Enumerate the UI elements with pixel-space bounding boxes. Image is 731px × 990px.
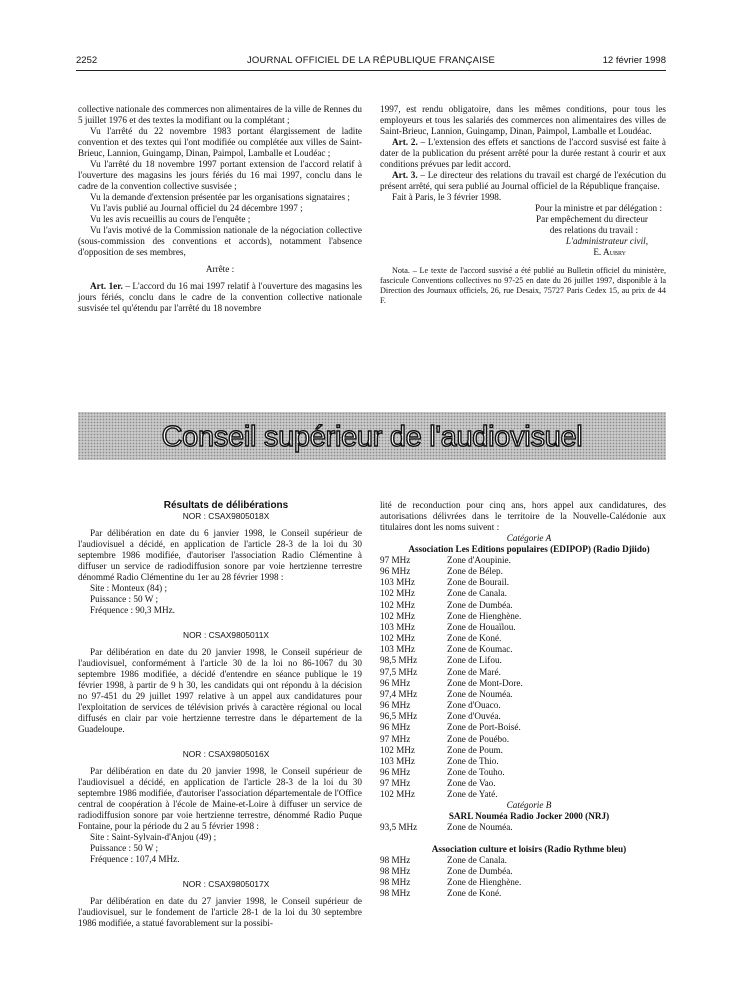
issue-date: 12 février 1998 [602,55,666,66]
zone-name: Zone de Lifou. [447,655,502,666]
article-label: Art. 1er. [90,281,123,291]
paragraph: Vu les avis recueillis au cours de l'enquête ; [90,214,251,224]
frequency-value: 98 MHz [380,888,411,899]
zone-name: Zone de Maré. [447,666,501,677]
nor-reference: NOR : CSAX9805018X [182,511,270,521]
zone-name: Zone de Bélep. [447,566,503,577]
frequency-row [380,866,666,877]
frequency: Fréquence : 107,4 MHz. [90,854,180,864]
zone-name: Zone de Hienghène. [447,876,522,887]
nor-reference: NOR : CSAX9805017X [182,879,270,889]
paragraph: Vu l'arrêté du 18 novembre 1997 portant extension de l'accord relatif à l'ouverture des magasins les jours fériés du 16 mai 1997, conclu dans le cadre de la convention collective susvisée ; [78,159,362,191]
signature-line: Pour la ministre et par délégation : [534,203,662,213]
paragraph: Vu la demande d'extension présentée par les organisations signataires ; [90,192,350,202]
zone-name: Zone de Houaïlou. [447,621,516,632]
nota: Nota. – Le texte de l'accord susvisé a été publié au Bulletin officiel du ministère, fascicule Conventions collectives no 97-25 en date du 26 juillet 1997, disponible à la Direction des Journaux officiels, 26, rue Desaix, 75727 Paris Cedex 15, au prix de 44 F. [380,266,666,305]
section-title: Résultats de délibérations [163,500,289,511]
frequency-list [380,855,666,900]
paragraph: lité de reconduction pour cinq ans, hors appel aux candidatures, des autorisations délivrées dans le territoire de la Nouvelle-Calédonie aux titulaires dont les noms suivent : [380,500,666,532]
article-2 [380,137,666,170]
article-label: Art. 3. [392,170,418,180]
zone-name: Zone de Thio. [447,755,499,766]
frequency-row [380,722,666,733]
article-3 [380,170,666,192]
frequency-value: 98 MHz [380,876,411,887]
header-rule [76,70,666,71]
frequency-row [380,700,666,711]
deliberation: Par délibération en date du 20 janvier 1998, le Conseil supérieur de l'audiovisuel, conformément à l'article 30 de la loi no 86-1067 du 30 septembre 1986 modifiée, a décidé d'entendre en séance publique le 19 février 1998, à partir de 9 h 30, les candidats qui ont répondu à la décision no 97-451 du 29 juillet 1997 relative à un appel aux candidatures pour l'exploitation de services de télévision privés à caractère régional ou local diffusés en clair par voie hertzienne terrestre dans le département de la Guadeloupe. [78,647,362,734]
banner-title: Conseil supérieur de l'audiovisuel [161,421,583,453]
frequency-value: 96 MHz [380,700,411,711]
power: Puissance : 50 W ; [90,594,159,604]
frequency: Fréquence : 90,3 MHz. [90,605,175,615]
article-label: Art. 2. [392,137,418,147]
zone-name: Zone de Bourail. [447,577,509,588]
frequency-row [380,644,666,655]
site: Site : Monteux (84) ; [90,583,168,593]
frequency-value: 102 MHz [380,744,415,755]
deliberation: Par délibération en date du 20 janvier 1998, le Conseil supérieur de l'audiovisuel a décidé, en application de l'article 28-3 de la loi du 30 septembre 1986 modifiée, d'autoriser l'association départementale de l'Office central de coopération à l'école de Maine-et-Loire à diffuser un service de radiodiffusion sonore par voie hertzienne terrestre, dénommé Radio Puque Fontaine, pour la période du 2 au 5 février 1998 : [78,766,362,831]
frequency-value: 102 MHz [380,633,415,644]
frequency-row [380,588,666,599]
frequency-row [380,767,666,778]
paragraph: Vu l'arrêté du 22 novembre 1983 portant élargissement de ladite convention et des textes qui l'ont modifiée ou complétée aux villes de Saint-Brieuc, Lannion, Guingamp, Dinan, Paimpol, Lamballe et Loudéac ; [78,126,362,158]
frequency-row [380,600,666,611]
frequency-row [380,622,666,633]
frequency-value: 103 MHz [380,621,415,632]
frequency-row [380,655,666,666]
bottom-right-column [380,500,666,899]
frequency-row [380,566,666,577]
zone-name: Zone de Dumbéa. [447,865,513,876]
frequency-row [380,678,666,689]
zone-name: Zone d'Ouaco. [447,700,501,711]
frequency-list [380,822,666,833]
frequency-row [380,745,666,756]
zone-name: Zone de Nouméa. [447,688,513,699]
signature-line: L'administrateur civil, [565,236,648,246]
zone-name: Zone de Pouébo. [447,733,510,744]
paragraph: 1997, est rendu obligatoire, dans les mêmes conditions, pour tous les employeurs et tous les salariés des commerces non alimentaires des villes de Saint-Brieuc, Lannion, Guingamp, Dinan, Paimpol, Lamballe et Loudéac. [380,104,666,136]
frequency-value: 96 MHz [380,566,411,577]
frequency-row [380,667,666,678]
signatory-name: E. Aubry [593,247,626,257]
frequency-value: 103 MHz [380,644,415,655]
frequency-value: 97 MHz [380,733,411,744]
zone-name: Zone de Port-Boisé. [447,722,521,733]
licensee-name: SARL Nouméa Radio Jocker 2000 (NRJ) [448,811,610,822]
signature-line: des relations du travail : [549,225,638,235]
zone-name: Zone d'Aoupinie. [447,555,511,565]
frequency-row [380,689,666,700]
page-number: 2252 [76,55,98,66]
frequency-value: 97 MHz [380,555,411,565]
frequency-value: 97,4 MHz [380,688,418,699]
licensee-name: Association culture et loisirs (Radio Rythme bleu) [431,843,627,854]
zone-name: Zone de Touho. [447,766,505,777]
frequency-value: 98 MHz [380,865,411,876]
zone-name: Zone de Poum. [447,744,503,755]
bottom-left-column [78,500,362,929]
signature-line: Par empêchement du directeur [536,214,648,224]
frequency-value: 102 MHz [380,599,415,610]
arrete-heading: Arrête : [205,264,235,274]
frequency-row [380,577,666,588]
zone-name: Zone de Koné. [447,888,502,899]
frequency-value: 93,5 MHz [380,822,418,833]
frequency-value: 102 MHz [380,789,415,800]
licensee-name: Association Les Editions populaires (EDIPOP) (Radio Djiido) [408,544,650,554]
frequency-value: 96 MHz [380,677,411,688]
frequency-row [380,633,666,644]
frequency-row [380,555,666,566]
zone-name: Zone de Koumac. [447,644,513,655]
zone-name: Zone de Koné. [447,633,502,644]
deliberation: Par délibération en date du 27 janvier 1998, le Conseil supérieur de l'audiovisuel, sur le fondement de l'article 28-1 de la loi du 30 septembre 1986 modifiée, a statué favorablement sur la possibi- [78,896,362,928]
frequency-row [380,789,666,800]
frequency-value: 96,5 MHz [380,711,418,722]
category-heading: Catégorie A [506,533,552,543]
frequency-list [380,555,666,800]
article-1 [78,281,362,314]
page-header [76,55,666,69]
frequency-row [380,756,666,767]
zone-name: Zone de Yaté. [447,789,498,800]
frequency-row [380,855,666,866]
article-text: – L'extension des effets et sanctions de l'accord susvisé est faite à dater de la publication du présent arrêté pour la durée restant à courir et aux conditions prévues par ledit accord. [380,137,666,169]
nor-reference: NOR : CSAX9805016X [182,749,270,759]
frequency-row [380,888,666,899]
frequency-value: 97 MHz [380,778,411,789]
frequency-value: 98,5 MHz [380,655,418,666]
deliberation: Par délibération en date du 6 janvier 1998, le Conseil supérieur de l'audiovisuel a décidé, en application de l'article 28-3 de la loi du 30 septembre 1986 modifiée, d'autoriser l'association Radio Clémentine à diffuser un service de radiodiffusion sonore par voie hertzienne terrestre dénommé Radio Clémentine du 1er au 28 février 1998 : [78,528,362,582]
journal-title: JOURNAL OFFICIEL DE LA RÉPUBLIQUE FRANÇAISE [246,55,496,66]
zone-name: Zone de Mont-Dore. [447,677,523,688]
frequency-row [380,822,666,833]
signing-place-date: Fait à Paris, le 3 février 1998. [392,192,502,202]
paragraph: collective nationale des commerces non alimentaires de la ville de Rennes du 5 juillet 1976 et des textes la modifiant ou la complétant ; [78,104,362,125]
frequency-value: 103 MHz [380,755,415,766]
nor-reference: NOR : CSAX9805011X [183,630,269,640]
zone-name: Zone de Canala. [447,588,507,599]
zone-name: Zone de Hienghène. [447,610,522,621]
frequency-value: 102 MHz [380,610,415,621]
zone-name: Zone de Dumbéa. [447,599,513,610]
frequency-row [380,877,666,888]
paragraph: Vu l'avis motivé de la Commission nationale de la négociation collective (sous-commission des conventions et accords), notamment l'absence d'opposition de ses membres, [78,225,362,257]
zone-name: Zone d'Ouvéa. [447,711,501,722]
frequency-row [380,611,666,622]
section-banner [78,412,666,460]
frequency-value: 102 MHz [380,588,415,599]
zone-name: Zone de Vao. [447,778,496,789]
power: Puissance : 50 W ; [90,843,159,853]
frequency-value: 96 MHz [380,722,411,733]
paragraph: Vu l'avis publié au Journal officiel du 24 décembre 1997 ; [90,203,303,213]
frequency-row [380,734,666,745]
top-left-column [78,104,362,314]
site: Site : Saint-Sylvain-d'Anjou (49) ; [90,832,217,842]
frequency-row [380,778,666,789]
article-text: – Le directeur des relations du travail est chargé de l'exécution du présent arrêté, qui sera publié au Journal officiel de la République française. [380,170,666,191]
frequency-value: 103 MHz [380,577,415,588]
frequency-value: 98 MHz [380,854,411,865]
frequency-value: 97,5 MHz [380,666,418,677]
top-right-column [380,104,666,306]
article-text: – L'accord du 16 mai 1997 relatif à l'ouverture des magasins les jours fériés, conclu dans le cadre de la convention collective nationale susvisée tel qu'étendu par l'arrêté du 18 novembre [78,281,362,313]
category-heading: Catégorie B [506,800,552,811]
zone-name: Zone de Nouméa. [447,822,513,833]
zone-name: Zone de Canala. [447,854,507,865]
frequency-row [380,711,666,722]
frequency-value: 96 MHz [380,766,411,777]
